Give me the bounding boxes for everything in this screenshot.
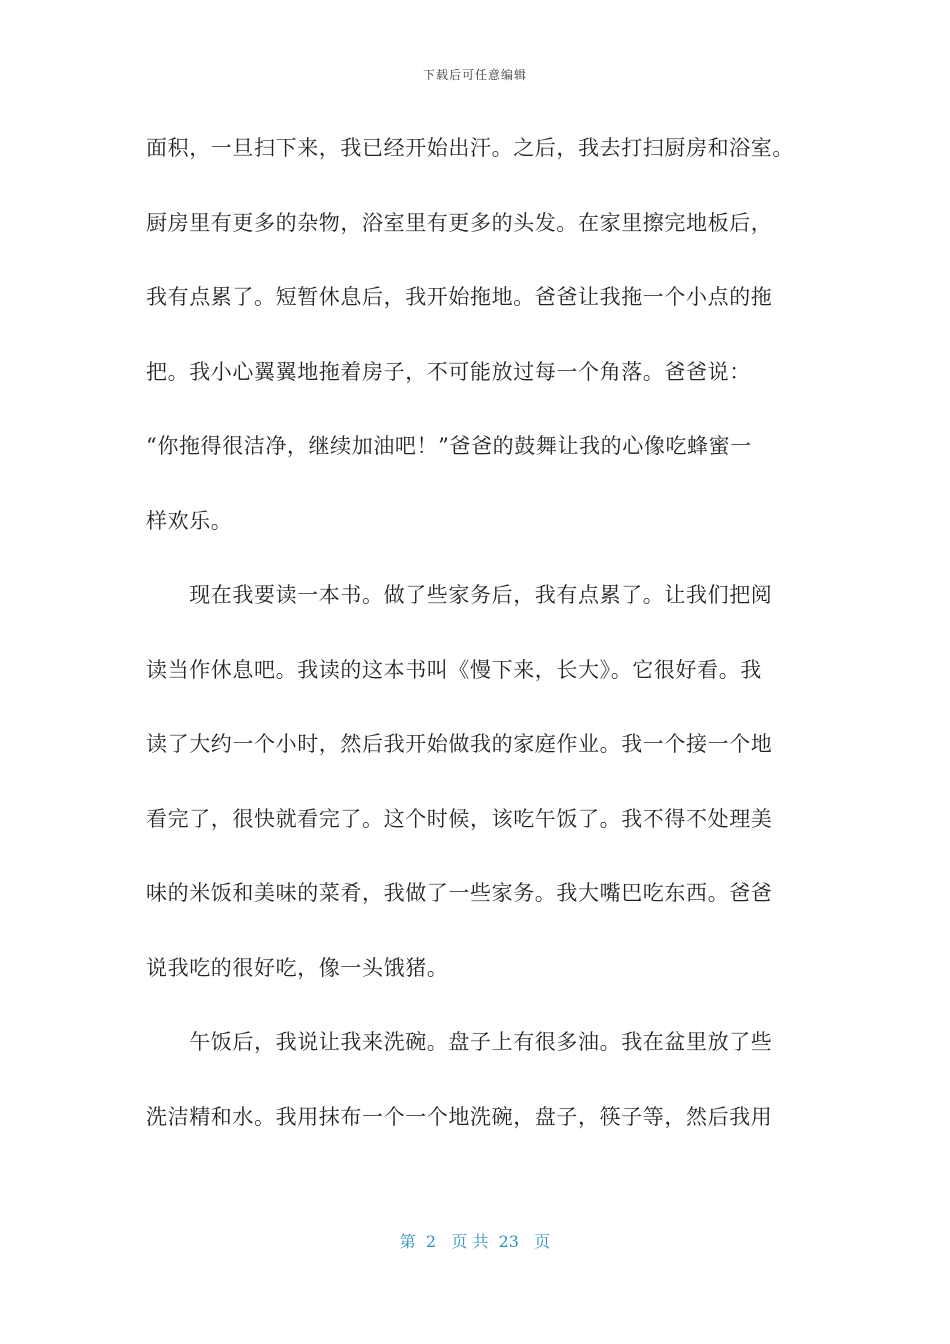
text-line: 把。我小心翼翼地拖着房子，不可能放过每一个角落。爸爸说： [146, 359, 751, 384]
text-line: 面积，一旦扫下来，我已经开始出汗。之后，我去打扫厨房和浴室。 [146, 136, 794, 160]
page-header: 下载后可任意编辑 [422, 68, 527, 82]
text-line: 味的米饭和美味的菜肴，我做了一些家务。我大嘴巴吃东西。爸爸 [146, 881, 773, 905]
text-line: 看完了，很快就看完了。这个时候，该吃午饭了。我不得不处理美 [146, 806, 773, 831]
text-line: 我有点累了。短暂休息后，我开始拖地。爸爸让我拖一个小点的拖 [146, 285, 773, 309]
text-line: 样欢乐。 [146, 508, 233, 533]
text-line: 厨房里有更多的杂物，浴室里有更多的头发。在家里擦完地板后， [146, 210, 773, 235]
text-line: 读当作休息吧。我读的这本书叫《慢下来，长大》。它很好看。我 [146, 657, 762, 682]
text-line: 午饭后，我说让我来洗碗。盘子上有很多油。我在盆里放了些 [146, 1030, 773, 1054]
text-line: 说我吃的很好吃，像一头饿猪。 [146, 955, 449, 980]
page-number-footer: 第 2 页 共 23 页 [399, 1232, 551, 1251]
text-line: 现在我要读一本书。做了些家务后，我有点累了。让我们把阅 [146, 583, 773, 607]
text-line: “你拖得很洁净，继续加油吧！”爸爸的鼓舞让我的心像吃蜂蜜一 [146, 434, 752, 458]
text-line: 洗洁精和水。我用抹布一个一个地洗碗，盘子，筷子等，然后我用 [146, 1104, 773, 1129]
text-line: 读了大约一个小时，然后我开始做我的家庭作业。我一个接一个地 [146, 732, 773, 756]
document-body [146, 128, 808, 1171]
